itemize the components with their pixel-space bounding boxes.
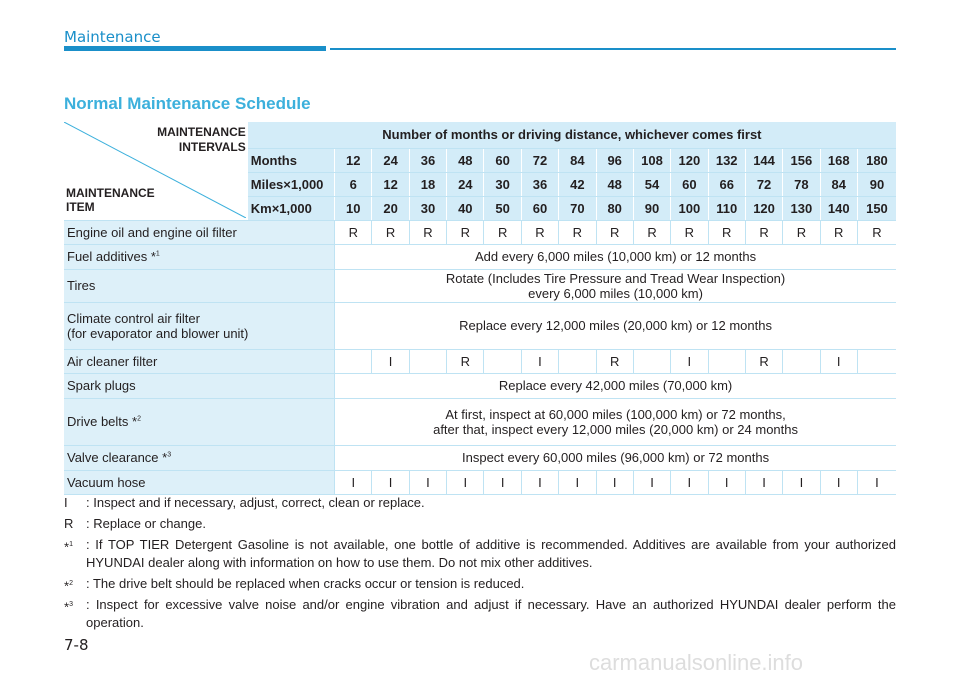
row-item-vacuum-hose: Vacuum hose bbox=[64, 470, 335, 494]
row-item-spark-plugs: Spark plugs bbox=[64, 373, 335, 398]
schedule-cell bbox=[857, 349, 896, 373]
miles-cell: 90 bbox=[857, 172, 896, 196]
watermark[interactable]: carmanualsonline.info bbox=[589, 650, 804, 675]
table-row bbox=[64, 302, 896, 349]
schedule-cell bbox=[708, 349, 745, 373]
schedule-cell: I bbox=[409, 470, 446, 494]
table-row bbox=[64, 220, 896, 244]
km-cell: 140 bbox=[820, 196, 857, 220]
km-cell: 40 bbox=[447, 196, 484, 220]
table-row bbox=[64, 445, 896, 470]
months-cell: 72 bbox=[521, 148, 558, 172]
climate-label-line1: Climate control air filter bbox=[67, 310, 200, 326]
belts-label: Drive belts * bbox=[67, 414, 138, 429]
months-cell: 84 bbox=[559, 148, 596, 172]
fuel-schedule: Add every 6,000 miles (10,000 km) or 12 months bbox=[335, 244, 896, 269]
footnote-ref: 1 bbox=[155, 250, 160, 258]
months-cell: 96 bbox=[596, 148, 633, 172]
schedule-cell: I bbox=[484, 470, 521, 494]
km-cell: 130 bbox=[783, 196, 820, 220]
corner-label-intervals bbox=[157, 125, 246, 155]
miles-cell: 12 bbox=[372, 172, 409, 196]
table-row bbox=[64, 349, 896, 373]
schedule-cell: I bbox=[708, 470, 745, 494]
months-cell: 24 bbox=[372, 148, 409, 172]
schedule-cell: R bbox=[820, 220, 857, 244]
footnote-ref: 3 bbox=[167, 451, 172, 459]
km-cell: 30 bbox=[409, 196, 446, 220]
months-cell: 48 bbox=[447, 148, 484, 172]
row-item-air-cleaner: Air cleaner filter bbox=[64, 349, 335, 373]
row-item-fuel bbox=[64, 244, 335, 269]
row-item-drive-belts bbox=[64, 398, 335, 445]
note-footnote-3 bbox=[64, 596, 896, 632]
note-text: : If TOP TIER Detergent Gasoline is not available, one bottle of additive is recommended. Additives are available from your authorized HYUNDAI dealer along with information on how to use them. Do not mix other additives. bbox=[86, 537, 896, 570]
months-cell: 108 bbox=[633, 148, 670, 172]
schedule-cell: R bbox=[708, 220, 745, 244]
section-title: Maintenance bbox=[64, 28, 161, 46]
note-footnote-1 bbox=[64, 536, 896, 572]
climate-label-line2: (for evaporator and blower unit) bbox=[67, 325, 249, 341]
note-marker bbox=[64, 575, 73, 595]
schedule-cell: R bbox=[335, 220, 372, 244]
schedule-cell bbox=[633, 349, 670, 373]
row-item-climate bbox=[64, 302, 335, 349]
months-cell: 144 bbox=[745, 148, 782, 172]
km-cell: 20 bbox=[372, 196, 409, 220]
miles-cell: 42 bbox=[559, 172, 596, 196]
miles-cell: 54 bbox=[633, 172, 670, 196]
section-rule-thick bbox=[64, 46, 326, 51]
table-corner-cell bbox=[64, 122, 248, 220]
schedule-cell bbox=[335, 349, 372, 373]
footnotes bbox=[64, 494, 896, 635]
tires-schedule-line1: Rotate (Includes Tire Pressure and Tread Wear Inspection) bbox=[445, 270, 786, 286]
km-label: Km×1,000 bbox=[248, 196, 335, 220]
page-title: Normal Maintenance Schedule bbox=[64, 94, 311, 113]
schedule-cell: I bbox=[745, 470, 782, 494]
schedule-cell: I bbox=[521, 349, 558, 373]
schedule-cell: I bbox=[671, 470, 708, 494]
schedule-cell: R bbox=[447, 349, 484, 373]
row-item-valve-clearance bbox=[64, 445, 335, 470]
spark-schedule: Replace every 42,000 miles (70,000 km) bbox=[335, 373, 896, 398]
months-cell: 12 bbox=[335, 148, 372, 172]
miles-cell: 66 bbox=[708, 172, 745, 196]
km-cell: 80 bbox=[596, 196, 633, 220]
maintenance-schedule-table bbox=[64, 122, 896, 495]
schedule-cell: I bbox=[521, 470, 558, 494]
km-cell: 90 bbox=[633, 196, 670, 220]
schedule-cell bbox=[559, 349, 596, 373]
page-number: 7-8 bbox=[64, 636, 89, 654]
months-cell: 120 bbox=[671, 148, 708, 172]
schedule-cell: R bbox=[633, 220, 670, 244]
miles-cell: 6 bbox=[335, 172, 372, 196]
footnote-ref: 2 bbox=[137, 415, 141, 423]
schedule-cell: R bbox=[745, 220, 782, 244]
km-cell: 60 bbox=[521, 196, 558, 220]
tires-schedule-line2: every 6,000 miles (10,000 km) bbox=[528, 285, 703, 301]
table-row bbox=[64, 398, 896, 445]
corner-item-line: MAINTENANCE ITEM bbox=[66, 186, 155, 214]
miles-cell: 72 bbox=[745, 172, 782, 196]
footnote-number: 1 bbox=[69, 541, 73, 548]
months-label: Months bbox=[248, 148, 335, 172]
miles-cell: 30 bbox=[484, 172, 521, 196]
schedule-cell: I bbox=[783, 470, 820, 494]
footnote-number: 3 bbox=[69, 601, 73, 608]
km-cell: 70 bbox=[559, 196, 596, 220]
schedule-cell: R bbox=[559, 220, 596, 244]
months-cell: 156 bbox=[783, 148, 820, 172]
months-cell: 36 bbox=[409, 148, 446, 172]
fuel-label: Fuel additives * bbox=[67, 249, 156, 264]
tires-schedule bbox=[335, 269, 896, 302]
schedule-cell: I bbox=[596, 470, 633, 494]
belts-schedule-line1: At first, inspect at 60,000 miles (100,000 km) or 72 months, bbox=[445, 406, 786, 422]
schedule-cell: R bbox=[745, 349, 782, 373]
schedule-cell: R bbox=[484, 220, 521, 244]
note-marker: R bbox=[64, 516, 74, 531]
table-header: Number of months or driving distance, whichever comes first bbox=[248, 122, 896, 148]
schedule-cell: I bbox=[857, 470, 896, 494]
note-asterisk: * bbox=[64, 599, 70, 615]
schedule-cell: R bbox=[521, 220, 558, 244]
note-asterisk: * bbox=[64, 578, 70, 594]
note-text: : Inspect for excessive valve noise and/or engine vibration and adjust if necessary. Have an authorized HYUNDAI dealer perform the operation. bbox=[86, 597, 896, 630]
schedule-cell: R bbox=[596, 349, 633, 373]
km-cell: 10 bbox=[335, 196, 372, 220]
months-cell: 180 bbox=[857, 148, 896, 172]
valve-label: Valve clearance * bbox=[67, 450, 168, 465]
schedule-cell: I bbox=[447, 470, 484, 494]
miles-cell: 48 bbox=[596, 172, 633, 196]
miles-cell: 78 bbox=[783, 172, 820, 196]
table-row bbox=[64, 470, 896, 494]
row-item-tires: Tires bbox=[64, 269, 335, 302]
schedule-cell: I bbox=[559, 470, 596, 494]
schedule-cell bbox=[484, 349, 521, 373]
footnote-number: 2 bbox=[69, 580, 73, 587]
schedule-cell bbox=[409, 349, 446, 373]
miles-cell: 60 bbox=[671, 172, 708, 196]
miles-cell: 84 bbox=[820, 172, 857, 196]
months-cell: 132 bbox=[708, 148, 745, 172]
note-marker bbox=[64, 596, 73, 616]
schedule-cell: R bbox=[671, 220, 708, 244]
note-marker: I bbox=[64, 495, 68, 510]
row-item-oil: Engine oil and engine oil filter bbox=[64, 220, 335, 244]
note-text: : The drive belt should be replaced when cracks occur or tension is reduced. bbox=[86, 576, 525, 591]
schedule-cell: R bbox=[447, 220, 484, 244]
months-cell: 168 bbox=[820, 148, 857, 172]
corner-intervals-line: MAINTENANCE INTERVALS bbox=[157, 125, 246, 154]
table-row bbox=[64, 373, 896, 398]
miles-cell: 24 bbox=[447, 172, 484, 196]
schedule-cell: R bbox=[409, 220, 446, 244]
schedule-cell bbox=[783, 349, 820, 373]
miles-cell: 36 bbox=[521, 172, 558, 196]
table-row bbox=[64, 269, 896, 302]
valve-schedule: Inspect every 60,000 miles (96,000 km) or 72 months bbox=[335, 445, 896, 470]
note-inspect bbox=[64, 494, 896, 512]
note-marker bbox=[64, 536, 73, 556]
schedule-cell: R bbox=[857, 220, 896, 244]
schedule-cell: I bbox=[820, 470, 857, 494]
schedule-cell: I bbox=[633, 470, 670, 494]
note-footnote-2 bbox=[64, 575, 896, 593]
schedule-cell: R bbox=[783, 220, 820, 244]
km-cell: 100 bbox=[671, 196, 708, 220]
km-cell: 50 bbox=[484, 196, 521, 220]
note-asterisk: * bbox=[64, 539, 70, 555]
note-replace bbox=[64, 515, 896, 533]
section-rule-thin bbox=[330, 48, 896, 50]
km-cell: 150 bbox=[857, 196, 896, 220]
corner-label-item bbox=[66, 186, 155, 214]
schedule-cell: I bbox=[335, 470, 372, 494]
km-cell: 120 bbox=[745, 196, 782, 220]
climate-schedule: Replace every 12,000 miles (20,000 km) or 12 months bbox=[335, 302, 896, 349]
months-cell: 60 bbox=[484, 148, 521, 172]
note-text: : Replace or change. bbox=[86, 516, 206, 531]
belts-schedule bbox=[335, 398, 896, 445]
schedule-cell: I bbox=[372, 470, 409, 494]
schedule-cell: I bbox=[671, 349, 708, 373]
miles-label: Miles×1,000 bbox=[248, 172, 335, 196]
note-text: : Inspect and if necessary, adjust, correct, clean or replace. bbox=[86, 495, 425, 510]
miles-cell: 18 bbox=[409, 172, 446, 196]
schedule-cell: R bbox=[596, 220, 633, 244]
schedule-cell: R bbox=[372, 220, 409, 244]
km-cell: 110 bbox=[708, 196, 745, 220]
belts-schedule-line2: after that, inspect every 12,000 miles (20,000 km) or 24 months bbox=[433, 421, 798, 437]
table-row bbox=[64, 244, 896, 269]
schedule-cell: I bbox=[372, 349, 409, 373]
schedule-cell: I bbox=[820, 349, 857, 373]
